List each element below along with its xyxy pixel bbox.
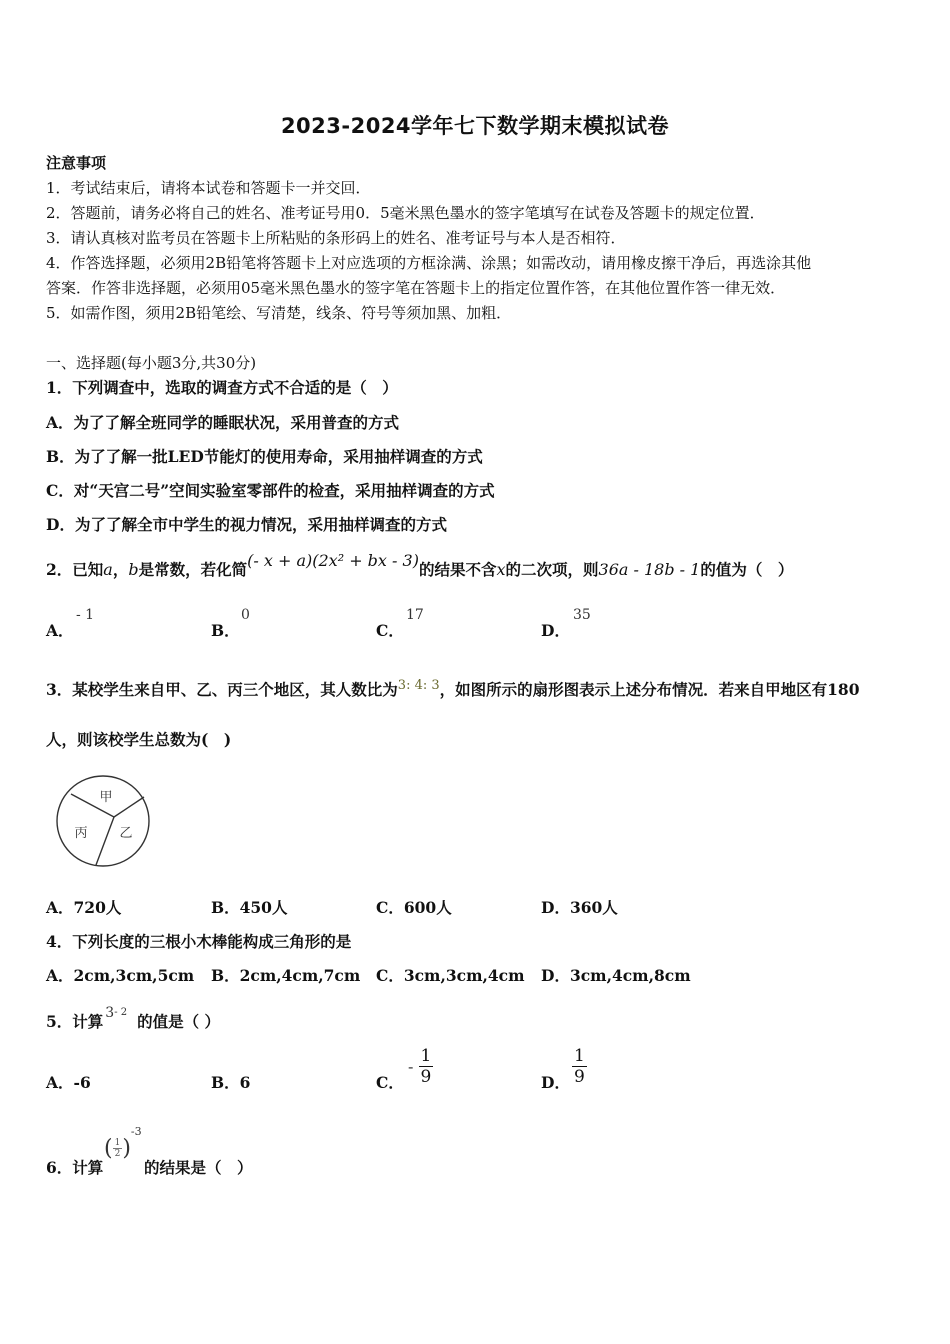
q4-option-a: A．2cm,3cm,5cm [46,966,195,985]
note-item-5: 5．如需作图，须用2B铅笔绘、写清楚，线条、符号等须加黑、加粗． [46,304,512,322]
notes-heading: 注意事项 [46,154,107,172]
page-title: 2023-2024学年七下数学期末模拟试卷 [280,114,670,138]
q3-option-b: B．450人 [211,898,288,917]
q5-option-d-fraction: $\frac{1}{9}$ [574,1046,585,1087]
section-heading: 一、选择题(每小题3分,共30分) [46,354,257,372]
q2-option-b-value: 0 [241,607,250,623]
note-item-4-cont: 答案．作答非选择题，必须用05毫米黑色墨水的签字笔在答题卡上的指定位置作答，在其他位置作答一律无效． [46,279,786,297]
q1-option-d: D．为了了解全市中学生的视力情况，采用抽样调查的方式 [46,515,447,534]
pie-divider-3 [96,817,114,865]
q6-expression: ( $\frac{1}{2}$ )$^{-3}$ [104,1124,142,1161]
q2-option-c-label: C． [376,621,404,640]
q3-option-d: D．360人 [541,898,618,917]
q2-var-b: b [128,560,139,579]
q2-var-a: a [103,560,113,579]
q5-option-a: A．-6 [46,1073,91,1092]
q4-option-d: D．3cm,4cm,8cm [541,966,691,985]
pie-divider-2 [114,797,144,817]
pie-label-yi: 乙 [119,826,133,841]
q5-stem: 5．计算 $3^{- 2}$ 的值是（ ） [46,1005,221,1031]
q2-stem: 2．已知a，b是常数，若化简(- x + a)(2x² + bx - 3)的结果不含x的二次项，则36a - 18b - 1的值为（ ） [46,551,794,579]
q3-stem-line2: 人，则该校学生总数为( ) [46,730,232,749]
q5-exponent: - 2 [114,1006,128,1018]
note-item-3: 3．请认真核对监考员在答题卡上所粘贴的条形码上的姓名、准考证号与本人是否相符． [46,229,626,247]
q1-stem: 1．下列调查中，选取的调查方式不合适的是（ ） [46,378,398,397]
q5-option-d-label: D． [541,1073,570,1092]
q1-option-b: B．为了了解一批LED节能灯的使用寿命，采用抽样调查的方式 [46,447,483,466]
q6-stem: 6．计算 [46,1158,104,1177]
q5-option-c-fraction: $\frac{1}{9}$ [420,1046,432,1087]
q5-option-c-value: - $\frac{1}{9}$ [408,1046,432,1087]
q2-option-d-value: 35 [573,607,591,623]
q2-option-a-value: - 1 [76,607,95,623]
q2-option-a-label: A． [46,621,74,640]
note-item-1: 1．考试结束后，请将本试卷和答题卡一并交回． [46,179,371,197]
q5-option-c-label: C． [376,1073,404,1092]
q2-expression: (- x + a)(2x² + bx - 3) [247,551,419,570]
q6-fraction: $\frac{1}{2}$ [114,1138,121,1159]
q2-var-x: x [496,560,506,579]
q1-option-c: C．对“天宫二号”空间实验室零部件的检查，采用抽样调查的方式 [46,481,495,500]
q6-exponent: -3 [130,1124,142,1138]
q1-option-a: A．为了了解全班同学的睡眠状况，采用普查的方式 [46,413,400,432]
q4-stem: 4．下列长度的三根小木棒能构成三角形的是 [46,932,352,951]
q4-option-b: B．2cm,4cm,7cm [211,966,361,985]
note-item-4: 4．作答选择题，必须用2B铅笔将答题卡上对应选项的方框涂满、涂黑；如需改动，请用橡皮擦干净后，再选涂其他 [46,254,812,272]
q2-option-b-label: B． [211,621,240,640]
q3-stem-line1: 3．某校学生来自甲、乙、丙三个地区，其人数比为$^{3: 4: 3}$，如图所示的扇形图表示上述分布情况．若来自甲地区有180 [46,678,860,699]
q4-option-c: C．3cm,3cm,4cm [376,966,525,985]
q6-stem-end: 的结果是（ ） [144,1158,253,1177]
q5-option-d-value [572,1046,587,1087]
q5-option-b: B．6 [211,1073,251,1092]
q3-pie-chart [54,773,154,869]
q3-ratio: 3: 4: 3 [397,678,440,693]
note-item-2: 2．答题前，请务必将自己的姓名、准考证号用0．5毫米黑色墨水的签字笔填写在试卷及答题卡的规定位置． [46,204,765,222]
q2-option-c-value: 17 [406,607,424,623]
q3-option-a: A．720人 [46,898,122,917]
q5-base: 3 [105,1005,115,1021]
pie-label-bing: 丙 [74,826,88,841]
q2-expression-2: 36a - 18b - 1 [598,560,701,579]
q2-option-d-label: D． [541,621,570,640]
pie-label-jia: 甲 [99,790,113,805]
q3-option-c: C．600人 [376,898,452,917]
